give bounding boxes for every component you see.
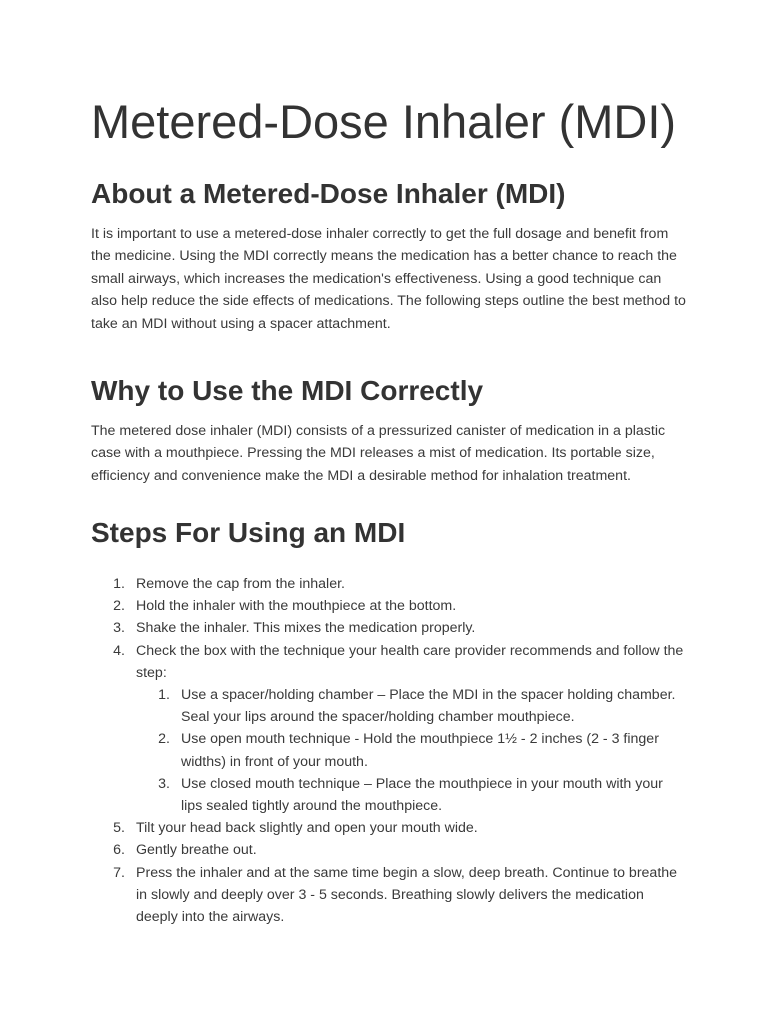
list-item-text: Use a spacer/holding chamber – Place the MDI in the spacer holding chamber. Seal your lips around the spacer/holding chamber mouthpiece.: [181, 687, 676, 726]
section-paragraph-why: The metered dose inhaler (MDI) consists of a pressurized canister of medication in a plastic case with a mouthpiece. Pressing the MDI releases a mist of medication. Its portable size, efficiency and convenience make the MDI a desirable method for inhalation treatment.: [91, 423, 666, 484]
list-number: 4.: [113, 642, 125, 659]
sub-list-item: [136, 728, 686, 772]
list-number: 1.: [113, 576, 125, 592]
list-item-text: Check the box with the technique your health care provider recommends and follow the step:: [136, 642, 684, 681]
section-heading-why: Why to Use the MDI Correctly: [91, 375, 484, 406]
list-item-text: Tilt your head back slightly and open your mouth wide.: [136, 820, 478, 837]
list-number: 6.: [113, 842, 125, 859]
list-item: [91, 817, 686, 839]
list-number: 5.: [113, 820, 125, 837]
list-item-text: Press the inhaler and at the same time begin a slow, deep breath. Continue to breathe in slowly and deeply over 3 - 5 seconds. Breathing slowly delivers the medication deeply into the airways.: [136, 864, 678, 926]
section-heading-about: About a Metered-Dose Inhaler (MDI): [91, 178, 566, 209]
substeps-list: [136, 684, 686, 817]
sub-list-item: [136, 773, 686, 817]
list-item-text: Use closed mouth technique – Place the mouthpiece in your mouth with your lips sealed tightly around the mouthpiece.: [181, 775, 663, 815]
page-title: Metered-Dose Inhaler (MDI): [91, 95, 677, 148]
list-number: 1.: [158, 687, 170, 704]
list-number: 3.: [158, 775, 170, 792]
list-item: [91, 640, 686, 818]
list-number: 7.: [113, 864, 125, 881]
list-number: 2.: [113, 598, 125, 615]
list-item-text: Remove the cap from the inhaler.: [136, 576, 345, 592]
list-item-text: Hold the inhaler with the mouthpiece at the bottom.: [136, 598, 457, 615]
list-item: [91, 839, 686, 861]
steps-list: [91, 573, 686, 928]
list-number: 3.: [113, 620, 125, 637]
section-paragraph-about: It is important to use a metered-dose inhaler correctly to get the full dosage and benefit from the medicine. Using the MDI correctly means the medication has a better chance to reach the small airways, which increases the medication's effectiveness. Using a good technique can also help reduce the side effects of medications. The following steps outline the best method to take an MDI without using a spacer attachment.: [91, 226, 686, 332]
list-item: [91, 617, 686, 639]
list-item-text: Use open mouth technique - Hold the mouthpiece 1½ - 2 inches (2 - 3 finger widths) in front of your mouth.: [181, 731, 659, 770]
list-item: [91, 862, 686, 929]
list-item-text: Gently breathe out.: [136, 842, 257, 859]
list-item: [91, 595, 686, 617]
list-item-text: Shake the inhaler. This mixes the medication properly.: [136, 620, 476, 637]
section-heading-steps: Steps For Using an MDI: [91, 517, 406, 548]
list-number: 2.: [158, 731, 170, 748]
sub-list-item: [136, 684, 686, 728]
list-item: [91, 573, 686, 595]
